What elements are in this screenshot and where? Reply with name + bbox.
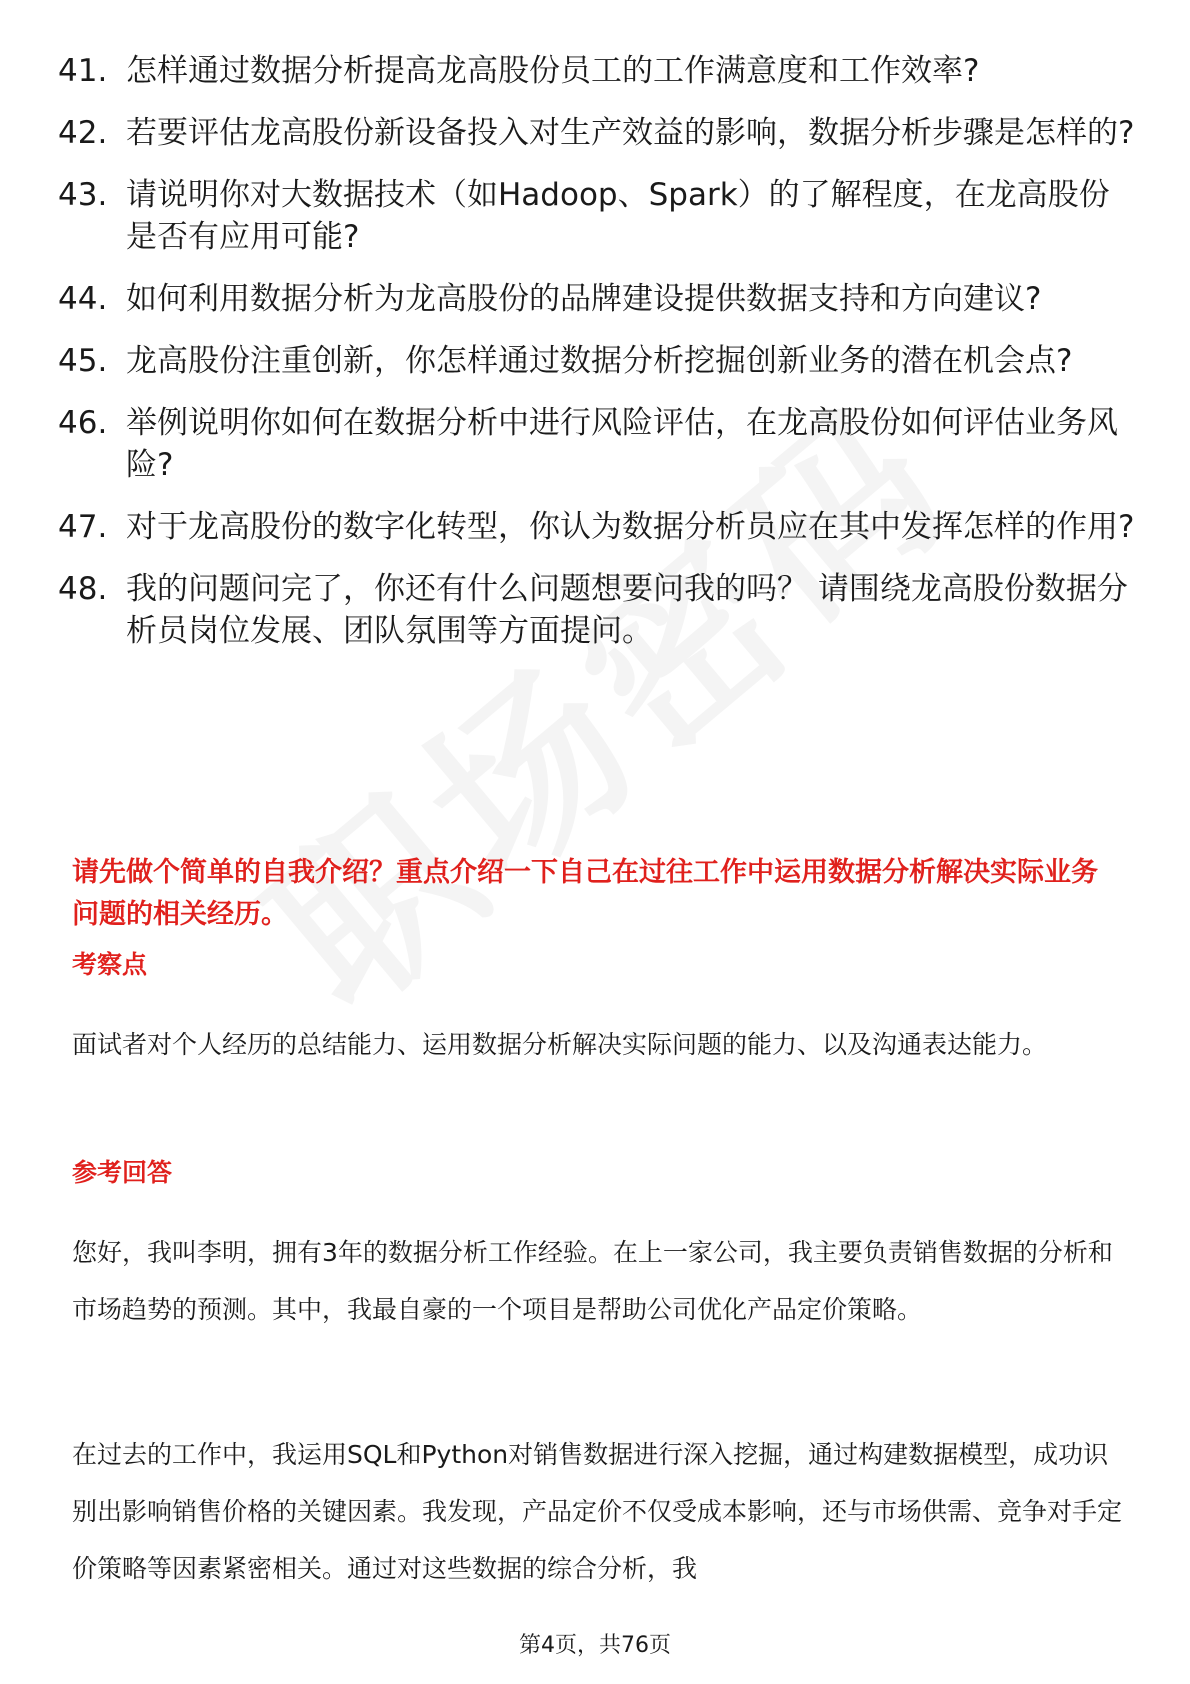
- answer-paragraph: 在过去的工作中，我运用SQL和Python对销售数据进行深入挖掘，通过构建数据模型，成功识别出影响销售价格的关键因素。我发现，产品定价不仅受成本影响，还与市场供需、竞争对手定价策略等因素紧密相关。通过对这些数据的综合分析，我: [72, 1440, 1123, 1583]
- question-text: 如何利用数据分析为龙高股份的品牌建设提供数据支持和方向建议?: [126, 281, 1042, 317]
- question-item: [58, 174, 1138, 258]
- question-number: 47.: [58, 509, 108, 545]
- question-item: [58, 50, 1138, 92]
- question-list: [58, 50, 1138, 672]
- page-footer: 第4页，共76页: [519, 1633, 671, 1658]
- question-item: [58, 278, 1138, 320]
- question-text: 请说明你对大数据技术（如Hadoop、Spark）的了解程度，在龙高股份是否有应用可能?: [126, 177, 1110, 255]
- question-item: [58, 568, 1138, 652]
- question-item: [58, 402, 1138, 486]
- focus-text: 面试者对个人经历的总结能力、运用数据分析解决实际问题的能力、以及沟通表达能力。: [72, 1030, 1048, 1059]
- focus-label: 考察点: [72, 950, 148, 979]
- question-headline: 请先做个简单的自我介绍？重点介绍一下自己在过往工作中运用数据分析解决实际业务问题的相关经历。: [72, 857, 1098, 930]
- question-item: [58, 506, 1138, 548]
- question-number: 44.: [58, 281, 108, 317]
- answer-label: 参考回答: [72, 1158, 173, 1187]
- question-item: [58, 112, 1138, 154]
- question-text: 举例说明你如何在数据分析中进行风险评估，在龙高股份如何评估业务风险?: [126, 405, 1118, 483]
- answer-paragraph: 您好，我叫李明，拥有3年的数据分析工作经验。在上一家公司，我主要负责销售数据的分析和市场趋势的预测。其中，我最自豪的一个项目是帮助公司优化产品定价策略。: [72, 1238, 1113, 1324]
- question-number: 42.: [58, 115, 108, 151]
- question-text: 龙高股份注重创新，你怎样通过数据分析挖掘创新业务的潜在机会点?: [126, 343, 1073, 379]
- question-text: 怎样通过数据分析提高龙高股份员工的工作满意度和工作效率?: [126, 53, 980, 89]
- question-number: 41.: [58, 53, 108, 89]
- question-number: 43.: [58, 177, 108, 213]
- question-text: 我的问题问完了，你还有什么问题想要问我的吗？ 请围绕龙高股份数据分析员岗位发展、团队氛围等方面提问。: [126, 571, 1128, 649]
- question-number: 48.: [58, 571, 108, 607]
- question-text: 若要评估龙高股份新设备投入对生产效益的影响，数据分析步骤是怎样的?: [126, 115, 1135, 151]
- question-item: [58, 340, 1138, 382]
- question-number: 45.: [58, 343, 108, 379]
- question-text: 对于龙高股份的数字化转型，你认为数据分析员应在其中发挥怎样的作用?: [126, 509, 1135, 545]
- question-number: 46.: [58, 405, 108, 441]
